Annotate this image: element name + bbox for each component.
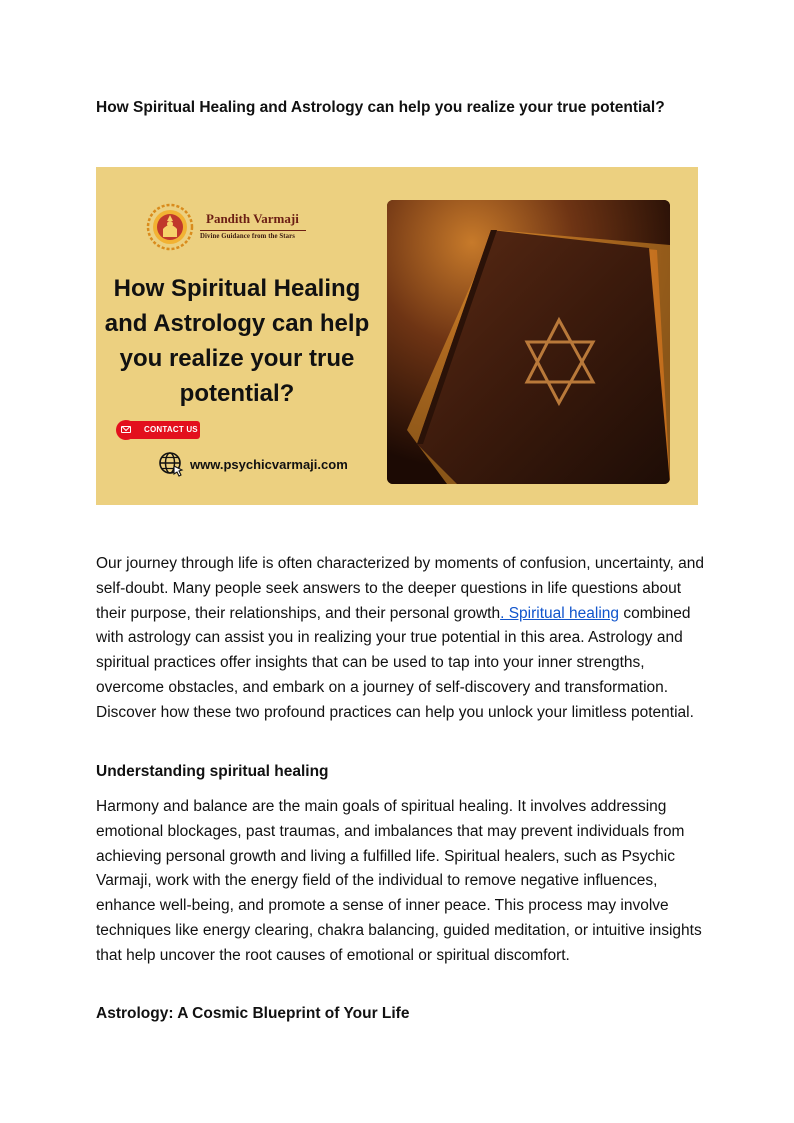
spiritual-healing-link[interactable]: . Spiritual healing — [500, 604, 620, 622]
contact-us-button[interactable] — [116, 420, 200, 440]
brand-divider — [200, 230, 306, 231]
section-heading-astrology: Astrology: A Cosmic Blueprint of Your Life — [96, 1005, 410, 1022]
brand-tagline: Divine Guidance from the Stars — [200, 233, 296, 240]
intro-text-end: combined with astrology can assist you in realizing your true potential in this area. Astrology and spiritual practices offer insights that can be used to tap into your inner strengths, overcome obstacles, and embark on a journey of self-discovery and transformation. Discover how these two profound practices can help you unlock your limitless potential. — [96, 604, 694, 721]
spiritual-healing-paragraph: Harmony and balance are the main goals of spiritual healing. It involves addressing emotional blockages, past traumas, and imbalances that may prevent individuals from achieving personal growth and living a fulfilled life. Spiritual healers, such as Psychic Varmaji, work with the energy field of the individual to remove negative influences, enhance well-being, and promote a sense of inner peace. This process may involve techniques like energy clearing, chakra balancing, guided meditation, or intuitive insights that help uncover the root causes of emotional or spiritual discomfort. — [96, 798, 702, 964]
featured-banner-image — [96, 167, 698, 505]
intro-paragraph — [96, 552, 706, 726]
globe-cursor-icon — [158, 451, 184, 477]
mail-icon — [121, 426, 131, 433]
document-title: How Spiritual Healing and Astrology can help you realize your true potential? — [96, 99, 665, 116]
contact-badge — [116, 420, 136, 440]
brand-name: Pandith Varmaji — [206, 211, 299, 226]
section-heading-spiritual-healing: Understanding spiritual healing — [96, 763, 329, 780]
website-url: www.psychicvarmaji.com — [190, 457, 348, 472]
banner-headline: How Spiritual Healing and Astrology can help you realize your true potential? — [104, 275, 370, 407]
intro-text-start: Our journey through life is often characterized by moments of confusion, uncertainty, and self-doubt. Many people seek answers to the deeper questions in life questions about their purpose, their relationships, and their personal growth — [96, 555, 704, 622]
contact-us-label: CONTACT US — [128, 421, 200, 439]
book-photo-image — [387, 200, 670, 484]
deity-logo-icon — [146, 203, 194, 251]
